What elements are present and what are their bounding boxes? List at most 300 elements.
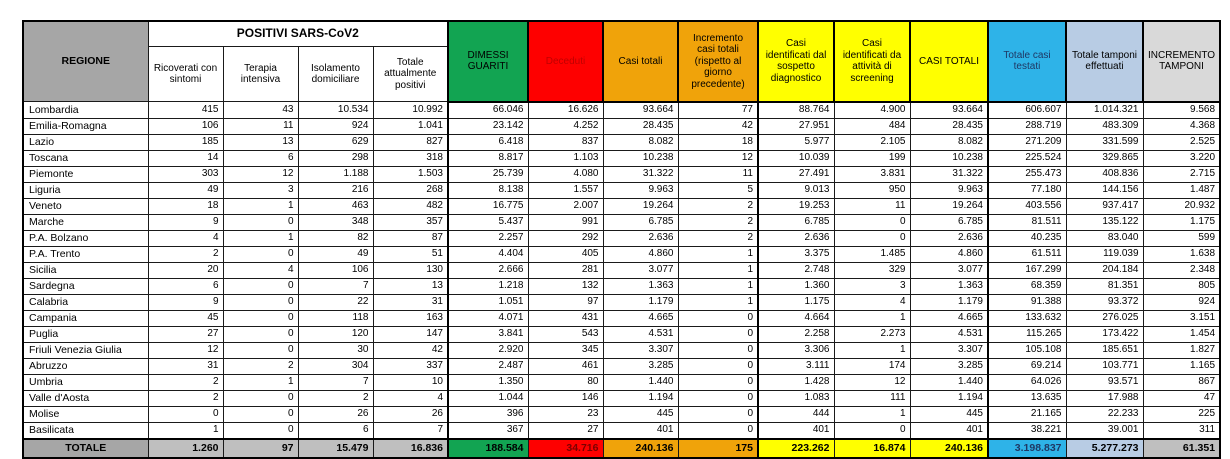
cell: 1.487 xyxy=(1143,182,1220,198)
cell: 4.531 xyxy=(603,326,678,342)
region-name: Emilia-Romagna xyxy=(23,118,148,134)
cell: 924 xyxy=(1143,294,1220,310)
cell: 543 xyxy=(528,326,603,342)
cell: 106 xyxy=(148,118,223,134)
cell: 2.748 xyxy=(758,262,834,278)
cell: 6.785 xyxy=(758,214,834,230)
cell: 4 xyxy=(373,390,448,406)
cell: 2.007 xyxy=(528,198,603,214)
cell: 88.764 xyxy=(758,102,834,119)
cell: 0 xyxy=(223,390,298,406)
header-incremento-casi: Incremento casi totali (rispetto al giorno precedente) xyxy=(678,21,758,102)
region-name: P.A. Bolzano xyxy=(23,230,148,246)
cell: 1.041 xyxy=(373,118,448,134)
total-cell: 61.351 xyxy=(1143,439,1220,458)
region-name: Marche xyxy=(23,214,148,230)
cell: 629 xyxy=(298,134,373,150)
cell: 2 xyxy=(678,214,758,230)
cell: 20.932 xyxy=(1143,198,1220,214)
cell: 303 xyxy=(148,166,223,182)
cell: 0 xyxy=(678,390,758,406)
table-row xyxy=(23,406,1220,422)
cell: 4.080 xyxy=(528,166,603,182)
cell: 2.920 xyxy=(448,342,528,358)
cell: 10.238 xyxy=(910,150,988,166)
covid-regions-table xyxy=(22,20,1221,459)
cell: 3.375 xyxy=(758,246,834,262)
cell: 1.454 xyxy=(1143,326,1220,342)
table-row xyxy=(23,182,1220,198)
cell: 3 xyxy=(834,278,910,294)
cell: 174 xyxy=(834,358,910,374)
header-casi-screening: Casi identificati da attività di screening xyxy=(834,21,910,102)
cell: 87 xyxy=(373,230,448,246)
cell: 51 xyxy=(373,246,448,262)
cell: 6.418 xyxy=(448,134,528,150)
cell: 6 xyxy=(148,278,223,294)
cell: 276.025 xyxy=(1066,310,1143,326)
cell: 461 xyxy=(528,358,603,374)
total-cell: 3.198.837 xyxy=(988,439,1066,458)
cell: 185 xyxy=(148,134,223,150)
total-cell: 34.716 xyxy=(528,439,603,458)
cell: 329.865 xyxy=(1066,150,1143,166)
region-name: Veneto xyxy=(23,198,148,214)
cell: 3.077 xyxy=(603,262,678,278)
cell: 401 xyxy=(758,422,834,439)
cell: 14 xyxy=(148,150,223,166)
cell: 13 xyxy=(223,134,298,150)
table-row xyxy=(23,374,1220,390)
cell: 10.534 xyxy=(298,102,373,119)
cell: 111 xyxy=(834,390,910,406)
cell: 18 xyxy=(678,134,758,150)
cell: 268 xyxy=(373,182,448,198)
total-cell: 188.584 xyxy=(448,439,528,458)
cell: 167.299 xyxy=(988,262,1066,278)
cell: 5 xyxy=(678,182,758,198)
cell: 4 xyxy=(148,230,223,246)
cell: 19.264 xyxy=(603,198,678,214)
cell: 1.638 xyxy=(1143,246,1220,262)
cell: 69.214 xyxy=(988,358,1066,374)
cell: 10.238 xyxy=(603,150,678,166)
cell: 1.194 xyxy=(603,390,678,406)
cell: 1.175 xyxy=(758,294,834,310)
header-casi-totali-caps: CASI TOTALI xyxy=(910,21,988,102)
cell: 204.184 xyxy=(1066,262,1143,278)
cell: 2 xyxy=(678,230,758,246)
cell: 225.524 xyxy=(988,150,1066,166)
cell: 120 xyxy=(298,326,373,342)
cell: 3 xyxy=(223,182,298,198)
total-cell: 5.277.273 xyxy=(1066,439,1143,458)
cell: 401 xyxy=(910,422,988,439)
cell: 18 xyxy=(148,198,223,214)
cell: 61.511 xyxy=(988,246,1066,262)
cell: 118 xyxy=(298,310,373,326)
cell: 1.360 xyxy=(758,278,834,294)
cell: 93.372 xyxy=(1066,294,1143,310)
cell: 991 xyxy=(528,214,603,230)
cell: 40.235 xyxy=(988,230,1066,246)
cell: 93.664 xyxy=(603,102,678,119)
cell: 83.040 xyxy=(1066,230,1143,246)
cell: 1.428 xyxy=(758,374,834,390)
cell: 4.252 xyxy=(528,118,603,134)
cell: 1 xyxy=(223,230,298,246)
cell: 91.388 xyxy=(988,294,1066,310)
cell: 68.359 xyxy=(988,278,1066,294)
cell: 97 xyxy=(528,294,603,310)
cell: 103.771 xyxy=(1066,358,1143,374)
cell: 9.963 xyxy=(910,182,988,198)
region-name: Sardegna xyxy=(23,278,148,294)
cell: 0 xyxy=(834,214,910,230)
cell: 281 xyxy=(528,262,603,278)
cell: 484 xyxy=(834,118,910,134)
cell: 77 xyxy=(678,102,758,119)
cell: 827 xyxy=(373,134,448,150)
region-name: Liguria xyxy=(23,182,148,198)
cell: 22.233 xyxy=(1066,406,1143,422)
cell: 10 xyxy=(373,374,448,390)
region-name: Abruzzo xyxy=(23,358,148,374)
cell: 298 xyxy=(298,150,373,166)
cell: 25.739 xyxy=(448,166,528,182)
cell: 20 xyxy=(148,262,223,278)
cell: 135.122 xyxy=(1066,214,1143,230)
cell: 6 xyxy=(223,150,298,166)
cell: 0 xyxy=(223,278,298,294)
cell: 23.142 xyxy=(448,118,528,134)
cell: 144.156 xyxy=(1066,182,1143,198)
cell: 39.001 xyxy=(1066,422,1143,439)
cell: 4.368 xyxy=(1143,118,1220,134)
region-name: Sicilia xyxy=(23,262,148,278)
cell: 4.664 xyxy=(758,310,834,326)
header-regione: REGIONE xyxy=(23,21,148,102)
cell: 9.963 xyxy=(603,182,678,198)
cell: 0 xyxy=(678,310,758,326)
table-row xyxy=(23,422,1220,439)
cell: 2.715 xyxy=(1143,166,1220,182)
cell: 401 xyxy=(603,422,678,439)
cell: 19.264 xyxy=(910,198,988,214)
cell: 1 xyxy=(678,262,758,278)
cell: 19.253 xyxy=(758,198,834,214)
cell: 13 xyxy=(373,278,448,294)
cell: 6 xyxy=(298,422,373,439)
cell: 2.636 xyxy=(758,230,834,246)
region-name: Basilicata xyxy=(23,422,148,439)
cell: 3.151 xyxy=(1143,310,1220,326)
cell: 0 xyxy=(223,406,298,422)
cell: 77.180 xyxy=(988,182,1066,198)
total-label: TOTALE xyxy=(23,439,148,458)
cell: 30 xyxy=(298,342,373,358)
total-cell: 16.874 xyxy=(834,439,910,458)
cell: 45 xyxy=(148,310,223,326)
cell: 81.351 xyxy=(1066,278,1143,294)
cell: 837 xyxy=(528,134,603,150)
total-cell: 16.836 xyxy=(373,439,448,458)
table-body xyxy=(23,102,1220,439)
cell: 1.188 xyxy=(298,166,373,182)
cell: 12 xyxy=(834,374,910,390)
cell: 3.111 xyxy=(758,358,834,374)
cell: 3.307 xyxy=(910,342,988,358)
cell: 2.105 xyxy=(834,134,910,150)
cell: 937.417 xyxy=(1066,198,1143,214)
table-row xyxy=(23,166,1220,182)
cell: 2.257 xyxy=(448,230,528,246)
cell: 4.665 xyxy=(603,310,678,326)
cell: 4.860 xyxy=(603,246,678,262)
cell: 1.175 xyxy=(1143,214,1220,230)
cell: 2.525 xyxy=(1143,134,1220,150)
cell: 2.258 xyxy=(758,326,834,342)
table-row xyxy=(23,358,1220,374)
cell: 1.440 xyxy=(910,374,988,390)
header-totale-casi-testati: Totale casi testati xyxy=(988,21,1066,102)
region-name: Lombardia xyxy=(23,102,148,119)
header-totale-attualmente-positivi: Totale attualmente positivi xyxy=(373,47,448,102)
cell: 38.221 xyxy=(988,422,1066,439)
table-row xyxy=(23,214,1220,230)
cell: 345 xyxy=(528,342,603,358)
cell: 367 xyxy=(448,422,528,439)
cell: 311 xyxy=(1143,422,1220,439)
cell: 1.485 xyxy=(834,246,910,262)
cell: 27 xyxy=(528,422,603,439)
cell: 3.307 xyxy=(603,342,678,358)
cell: 0 xyxy=(678,326,758,342)
cell: 12 xyxy=(678,150,758,166)
header-casi-sospetto-diagnostico: Casi identificati dal sospetto diagnostico xyxy=(758,21,834,102)
table-row xyxy=(23,390,1220,406)
cell: 27 xyxy=(148,326,223,342)
table-row xyxy=(23,102,1220,119)
cell: 7 xyxy=(298,374,373,390)
cell: 255.473 xyxy=(988,166,1066,182)
cell: 4.404 xyxy=(448,246,528,262)
total-cell: 97 xyxy=(223,439,298,458)
table-row xyxy=(23,310,1220,326)
table-row xyxy=(23,230,1220,246)
region-name: Valle d'Aosta xyxy=(23,390,148,406)
cell: 0 xyxy=(223,422,298,439)
cell: 1.179 xyxy=(910,294,988,310)
cell: 119.039 xyxy=(1066,246,1143,262)
cell: 173.422 xyxy=(1066,326,1143,342)
cell: 3.285 xyxy=(910,358,988,374)
cell: 130 xyxy=(373,262,448,278)
cell: 1 xyxy=(678,294,758,310)
cell: 431 xyxy=(528,310,603,326)
cell: 42 xyxy=(678,118,758,134)
cell: 0 xyxy=(678,358,758,374)
cell: 31.322 xyxy=(603,166,678,182)
cell: 2.636 xyxy=(910,230,988,246)
cell: 1.044 xyxy=(448,390,528,406)
cell: 292 xyxy=(528,230,603,246)
cell: 0 xyxy=(223,294,298,310)
cell: 2 xyxy=(223,358,298,374)
cell: 9.013 xyxy=(758,182,834,198)
cell: 1.350 xyxy=(448,374,528,390)
cell: 5.437 xyxy=(448,214,528,230)
header-totale-tamponi: Totale tamponi effettuati xyxy=(1066,21,1143,102)
cell: 924 xyxy=(298,118,373,134)
cell: 1.179 xyxy=(603,294,678,310)
cell: 26 xyxy=(373,406,448,422)
cell: 0 xyxy=(678,406,758,422)
cell: 0 xyxy=(223,326,298,342)
cell: 11 xyxy=(678,166,758,182)
cell: 0 xyxy=(223,342,298,358)
cell: 31.322 xyxy=(910,166,988,182)
table-row xyxy=(23,150,1220,166)
cell: 1 xyxy=(148,422,223,439)
cell: 3.306 xyxy=(758,342,834,358)
cell: 10.039 xyxy=(758,150,834,166)
cell: 12 xyxy=(223,166,298,182)
region-name: Toscana xyxy=(23,150,148,166)
table-row xyxy=(23,246,1220,262)
cell: 8.082 xyxy=(910,134,988,150)
cell: 80 xyxy=(528,374,603,390)
cell: 445 xyxy=(603,406,678,422)
total-cell: 240.136 xyxy=(603,439,678,458)
cell: 8.138 xyxy=(448,182,528,198)
cell: 23 xyxy=(528,406,603,422)
total-cell: 240.136 xyxy=(910,439,988,458)
cell: 49 xyxy=(298,246,373,262)
cell: 396 xyxy=(448,406,528,422)
cell: 11 xyxy=(223,118,298,134)
cell: 950 xyxy=(834,182,910,198)
cell: 2.487 xyxy=(448,358,528,374)
cell: 599 xyxy=(1143,230,1220,246)
cell: 31 xyxy=(373,294,448,310)
cell: 4 xyxy=(834,294,910,310)
total-cell: 175 xyxy=(678,439,758,458)
cell: 0 xyxy=(223,214,298,230)
table-header xyxy=(23,21,1220,102)
cell: 0 xyxy=(148,406,223,422)
cell: 2 xyxy=(148,390,223,406)
cell: 5.977 xyxy=(758,134,834,150)
cell: 28.435 xyxy=(603,118,678,134)
cell: 1 xyxy=(834,310,910,326)
cell: 115.265 xyxy=(988,326,1066,342)
cell: 4 xyxy=(223,262,298,278)
cell: 216 xyxy=(298,182,373,198)
cell: 1.083 xyxy=(758,390,834,406)
cell: 0 xyxy=(678,342,758,358)
cell: 1.014.321 xyxy=(1066,102,1143,119)
cell: 3.831 xyxy=(834,166,910,182)
cell: 3.841 xyxy=(448,326,528,342)
table-row xyxy=(23,278,1220,294)
cell: 49 xyxy=(148,182,223,198)
cell: 1.557 xyxy=(528,182,603,198)
cell: 1 xyxy=(223,198,298,214)
header-ricoverati-con-sintomi: Ricoverati con sintomi xyxy=(148,47,223,102)
cell: 3.220 xyxy=(1143,150,1220,166)
cell: 16.775 xyxy=(448,198,528,214)
total-cell: 1.260 xyxy=(148,439,223,458)
region-name: Lazio xyxy=(23,134,148,150)
cell: 9 xyxy=(148,294,223,310)
header-positivi-sars-cov2: POSITIVI SARS-CoV2 xyxy=(148,21,448,47)
cell: 482 xyxy=(373,198,448,214)
region-name: Friuli Venezia Giulia xyxy=(23,342,148,358)
total-cell: 223.262 xyxy=(758,439,834,458)
cell: 0 xyxy=(834,422,910,439)
cell: 288.719 xyxy=(988,118,1066,134)
cell: 43 xyxy=(223,102,298,119)
cell: 133.632 xyxy=(988,310,1066,326)
cell: 405 xyxy=(528,246,603,262)
cell: 105.108 xyxy=(988,342,1066,358)
cell: 1 xyxy=(678,278,758,294)
cell: 4.071 xyxy=(448,310,528,326)
cell: 163 xyxy=(373,310,448,326)
cell: 82 xyxy=(298,230,373,246)
cell: 132 xyxy=(528,278,603,294)
header-isolamento-domiciliare: Isolamento domiciliare xyxy=(298,47,373,102)
table-row xyxy=(23,198,1220,214)
cell: 1 xyxy=(678,246,758,262)
cell: 1 xyxy=(834,342,910,358)
cell: 9.568 xyxy=(1143,102,1220,119)
covid-regions-table-page xyxy=(22,20,1221,459)
cell: 27.491 xyxy=(758,166,834,182)
cell: 9 xyxy=(148,214,223,230)
total-cell: 15.479 xyxy=(298,439,373,458)
cell: 337 xyxy=(373,358,448,374)
cell: 27.951 xyxy=(758,118,834,134)
cell: 6.785 xyxy=(603,214,678,230)
cell: 3.077 xyxy=(910,262,988,278)
cell: 66.046 xyxy=(448,102,528,119)
cell: 1.363 xyxy=(603,278,678,294)
table-row xyxy=(23,262,1220,278)
cell: 1.165 xyxy=(1143,358,1220,374)
cell: 0 xyxy=(678,422,758,439)
cell: 0 xyxy=(678,374,758,390)
cell: 12 xyxy=(148,342,223,358)
cell: 403.556 xyxy=(988,198,1066,214)
cell: 0 xyxy=(223,310,298,326)
cell: 1.363 xyxy=(910,278,988,294)
cell: 408.836 xyxy=(1066,166,1143,182)
cell: 42 xyxy=(373,342,448,358)
cell: 867 xyxy=(1143,374,1220,390)
cell: 1 xyxy=(223,374,298,390)
cell: 3.285 xyxy=(603,358,678,374)
cell: 304 xyxy=(298,358,373,374)
cell: 4.900 xyxy=(834,102,910,119)
table-row xyxy=(23,118,1220,134)
total-row xyxy=(23,439,1220,458)
cell: 185.651 xyxy=(1066,342,1143,358)
cell: 1.194 xyxy=(910,390,988,406)
region-name: Campania xyxy=(23,310,148,326)
cell: 2 xyxy=(298,390,373,406)
